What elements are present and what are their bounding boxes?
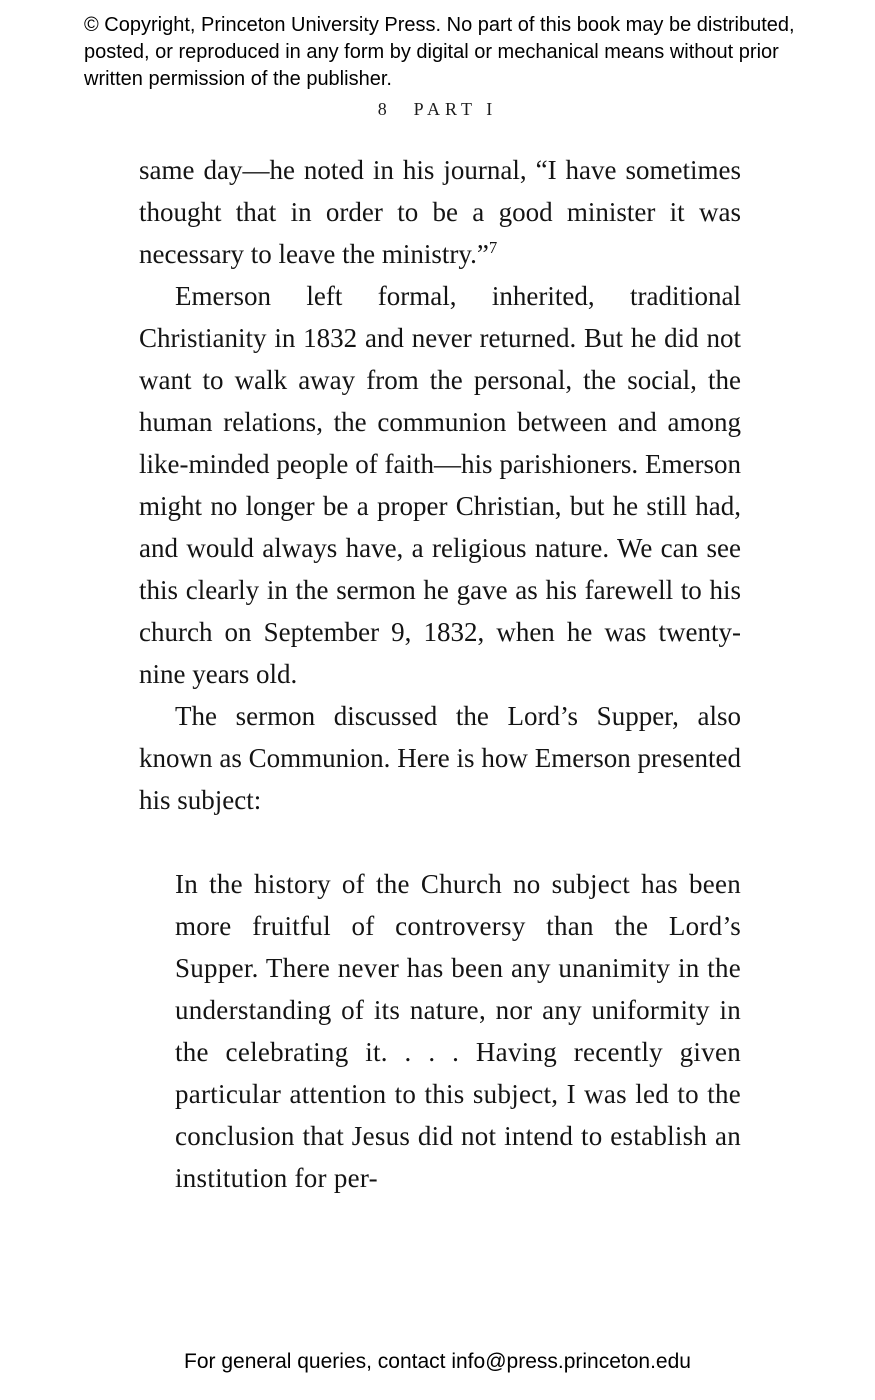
paragraph: The sermon discussed the Lord’s Supper, also known as Communion. Here is how Emerson presented his subject: [139,701,741,815]
body-text-block [139,149,741,1199]
footer-contact-line: For general queries, contact info@press.princeton.edu [184,1350,691,1373]
paragraph-continuation [139,149,741,275]
part-label: PART I [413,99,498,119]
running-head [0,99,875,120]
block-quote: In the history of the Church no subject has been more fruitful of controversy than the Lord’s Supper. There never has been any unanimity in the understanding of its nature, nor any uniformity in the celebrating it. . . . Having recently given particular attention to this subject, I was led to the conclusion that Jesus did not intend to establish an institution for per- [175,869,741,1193]
paragraph: Emerson left formal, inherited, traditional Christianity in 1832 and never returned. But he did not want to walk away from the personal, the social, the human relations, the communion between and among like-minded people of faith—his parishioners. Emerson might no longer be a proper Christian, but he still had, and would always have, a religious nature. We can see this clearly in the sermon he gave as his farewell to his church on September 9, 1832, when he was twenty-nine years old. [139,281,741,689]
copyright-notice: © Copyright, Princeton University Press. No part of this book may be distributed, posted, or reproduced in any form by digital or mechanical means without prior written permission of the publisher. [84,14,795,90]
paragraph-text: same day—he noted in his journal, “I have sometimes thought that in order to be a good minister it was necessary to leave the ministry.” [139,155,741,269]
footnote-reference: 7 [488,238,498,257]
page-number: 8 [377,99,388,119]
